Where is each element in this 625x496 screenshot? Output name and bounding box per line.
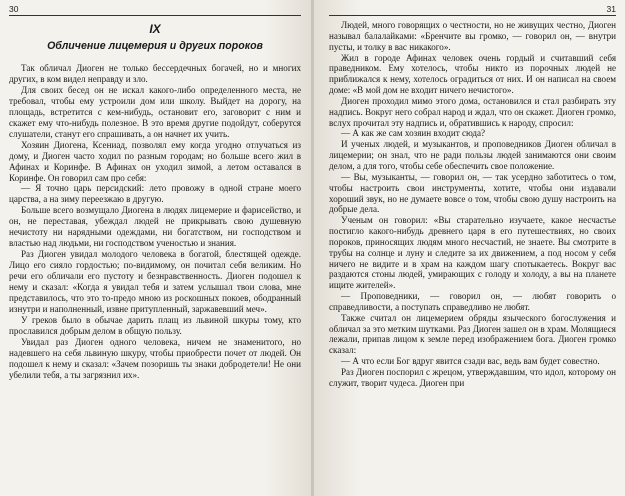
right-page <box>314 0 625 496</box>
paragraph: Диоген проходил мимо этого дома, остановился и стал разбирать эту надпись. Вокруг него собрал народ и ждал, что он скажет. Диоген громко, вслух прочитал эту надпись и, обратившись к народу, спросил: <box>329 95 616 128</box>
header-rule <box>9 15 301 16</box>
paragraph: У греков было в обычае дарить плащ из львиной шкуры тому, кто прославился добрым делом в общую пользу. <box>9 314 301 336</box>
header-rule <box>329 15 616 16</box>
paragraph: Также считал он лицемерием обряды языческого богослужения и обличал за это метким шутками. Раз Диоген зашел он в храм. Молящиеся лежали, припав лицом к земле перед изображением бога. Диоген громко сказал: <box>329 312 616 356</box>
left-page <box>0 0 311 496</box>
paragraph: Для своих бесед он не искал какого-либо определенного места, не требовал, чтобы ему устроили дом или школу. Выйдет на дорогу, на площадь, встретится с кем-нибудь, остановит его, заговорит с ним и скажет ему что-нибудь полезное. В это время другие подойдут, соберутся слушатели, станут его спрашивать, а он начнет их учить. <box>9 84 301 139</box>
chapter-number: IX <box>149 22 161 36</box>
paragraph: Жил в городе Афинах человек очень гордый и считавший себя праведником. Ему хотелось, чтобы никто из порочных людей не приближался к нему, хотелось оградиться от них. И он написал на своем доме: «В мой дом не входит ничего нечистого». <box>329 52 616 96</box>
paragraph: — Проповедники, — говорил он, — любят говорить о справедливости, а поступать справедливо не любят. <box>329 291 616 312</box>
paragraph: Ученым он говорил: «Вы старательно изучаете, какое несчастье постигло какого-нибудь древнего царя в его путешествиях, но своих пороков, приносящих людям много несчастий, не знаете. Вы смотрите в трубы на солнце и луну и следите за их движением, а под носом у себя ничего не видите и в храм на каждом шагу спотыкаетесь. Вокруг вас раздаются стоны людей, умирающих с голоду и холоду, а вы на планете ищите жителей». <box>329 215 616 291</box>
paragraph: Раз Диоген поспорил с жрецом, утверждавшим, что идол, которому он служит, творит чудеса. Диоген при <box>329 367 616 388</box>
paragraph: — А что если Бог вдруг явится сзади вас, ведь вам будет совестно. <box>341 356 600 367</box>
paragraph: — А как же сам хозяин входит сюда? <box>341 128 486 139</box>
paragraph: — Я точно царь персидский: лето провожу в одной стране моего царства, а на зиму переезжаю в другую. <box>9 183 301 205</box>
chapter-title: Обличение лицемерия и других пороков <box>47 40 263 52</box>
paragraph: И ученых людей, и музыкантов, и проповедников Диоген обличал в лицемерии; он знал, что не ради пользы людей занимаются они своим делом, а для того, чтобы себе обеспечить свое положение. <box>329 139 616 171</box>
paragraph: Увидал раз Диоген одного человека, ничем не знаменитого, но надевшего на себя львиную шкуру, чтобы приобрести почет от людей. Он подошел к нему и сказал: «Зачем позоришь ты знаки добродетели! Не они убелили тебя, а ты загрязнил их». <box>9 336 301 380</box>
paragraph: Больше всего возмущало Диогена в людях лицемерие и фарисейство, и он, не переставая, убеждал людей не прикрывать свою душевную нечистоту ни нарядными одеждами, ни богатством, ни господством и властью над людьми, ни господством ученостью и знания. <box>9 205 301 249</box>
left-page-text <box>9 63 301 381</box>
page-number: 31 <box>606 4 616 14</box>
paragraph: Людей, много говорящих о честности, но не живущих честно, Диоген называл балалайками: «Бренчите вы громко, — говорил он, — внутри пусты, и толку в вас никакого». <box>329 20 616 52</box>
paragraph: — Вы, музыканты, — говорил он, — так усердно заботитесь о том, чтобы настроить свои инструменты, хотите, чтобы они издавали хороший звук, но не думаете вовсе о том, чтобы свою душу настроить на добрые дела. <box>329 171 616 215</box>
paragraph: Раз Диоген увидал молодого человека в богатой, блестящей одежде. Лицо его сияло гордостью; по-видимому, он почитал себя великим. Но речи его обличали его пустоту и безнравственность. Диоген подошел к нему и сказал: «Когда я увидал тебя и затем услышал твои слова, мне представилось, что это то-предо мною из роскошных покоев, ободранный изнутри и наполненный, извне притупленный, заржавевший меч». <box>9 249 301 314</box>
paragraph: Хозяин Диогена, Ксениад, позволял ему когда угодно отлучаться из дому, и Диоген часто ходил по разным городам; но больше всего жил в Афинах и Коринфе. В Афинах он уходил зимой, а летом оставался в Коринфе. Он говорил сам про себя: <box>9 139 301 183</box>
right-page-text <box>329 20 616 389</box>
page-number: 30 <box>9 4 19 14</box>
paragraph: Так обличал Диоген не только бессердечных богачей, но и многих других, в ком видел неправду и зло. <box>9 63 301 84</box>
